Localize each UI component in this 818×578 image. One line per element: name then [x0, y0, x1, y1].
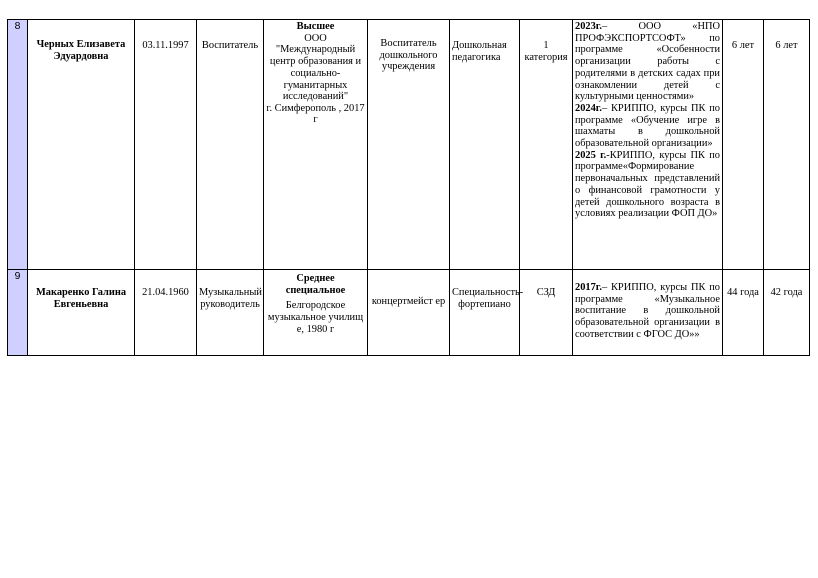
table-row: [8, 270, 810, 356]
pedagogical-experience: 42 года: [764, 270, 810, 356]
education-cell: [264, 270, 368, 356]
position: Воспитатель: [197, 20, 264, 270]
course-entry: 2023г.– ООО «НПО ПРОФЭКСПОРТСОФТ» по программе «Особенности организации работы с родителями в детских садах при ознакомлении детей с культурными ценностями»: [575, 21, 720, 103]
table-row: [8, 20, 810, 270]
education-institution: Белгородское музыкальное училищ е, 1980 г: [267, 300, 364, 335]
category: СЗД: [520, 270, 573, 356]
position: Музыкальный руководитель: [197, 270, 264, 356]
row-number: 8: [8, 20, 28, 270]
employee-name: Черных Елизавета Эдуардовна: [28, 20, 135, 270]
course-entry: 2025 г.-КРИППО, курсы ПК по программе«Формирование первоначальных представлений о финансовой грамотности у детей дошкольного возраста в условиях реализации ФОП ДО»: [575, 149, 720, 220]
education-level: Среднее специальное: [285, 273, 346, 296]
pedagogical-experience: 6 лет: [764, 20, 810, 270]
staff-table: [7, 19, 810, 356]
category: 1 категория: [520, 20, 573, 270]
employee-name: Макаренко Галина Евгеньевна: [28, 270, 135, 356]
specialty: Дошкольная педагогика: [450, 20, 520, 270]
education-cell: [264, 20, 368, 270]
qualification: концертмейст ер: [368, 270, 450, 356]
education-city-year: г. Симферополь , 2017 г: [266, 102, 365, 125]
course-entry: 2017г.– КРИППО, курсы ПК по программе «Музыкальное воспитание в дошкольной образовательной организации в соответствии с ФГОС ДО»»: [575, 282, 720, 340]
total-experience: 44 года: [723, 270, 764, 356]
education-level: Высшее: [296, 21, 335, 32]
course-entry: 2024г.– КРИППО, курсы ПК по программе «Обучение игре в шахматы в дошкольной образовательной организации»: [575, 102, 720, 150]
education-institution: ООО "Международный центр образования и социально-гуманитарных исследований": [269, 32, 362, 103]
courses-cell: [573, 20, 723, 270]
specialty: Специальность-фортепиано: [450, 270, 520, 356]
row-number: 9: [8, 270, 28, 356]
birth-date: 03.11.1997: [135, 20, 197, 270]
total-experience: 6 лет: [723, 20, 764, 270]
qualification: Воспитатель дошкольного учреждения: [368, 20, 450, 270]
courses-cell: [573, 270, 723, 356]
birth-date: 21.04.1960: [135, 270, 197, 356]
